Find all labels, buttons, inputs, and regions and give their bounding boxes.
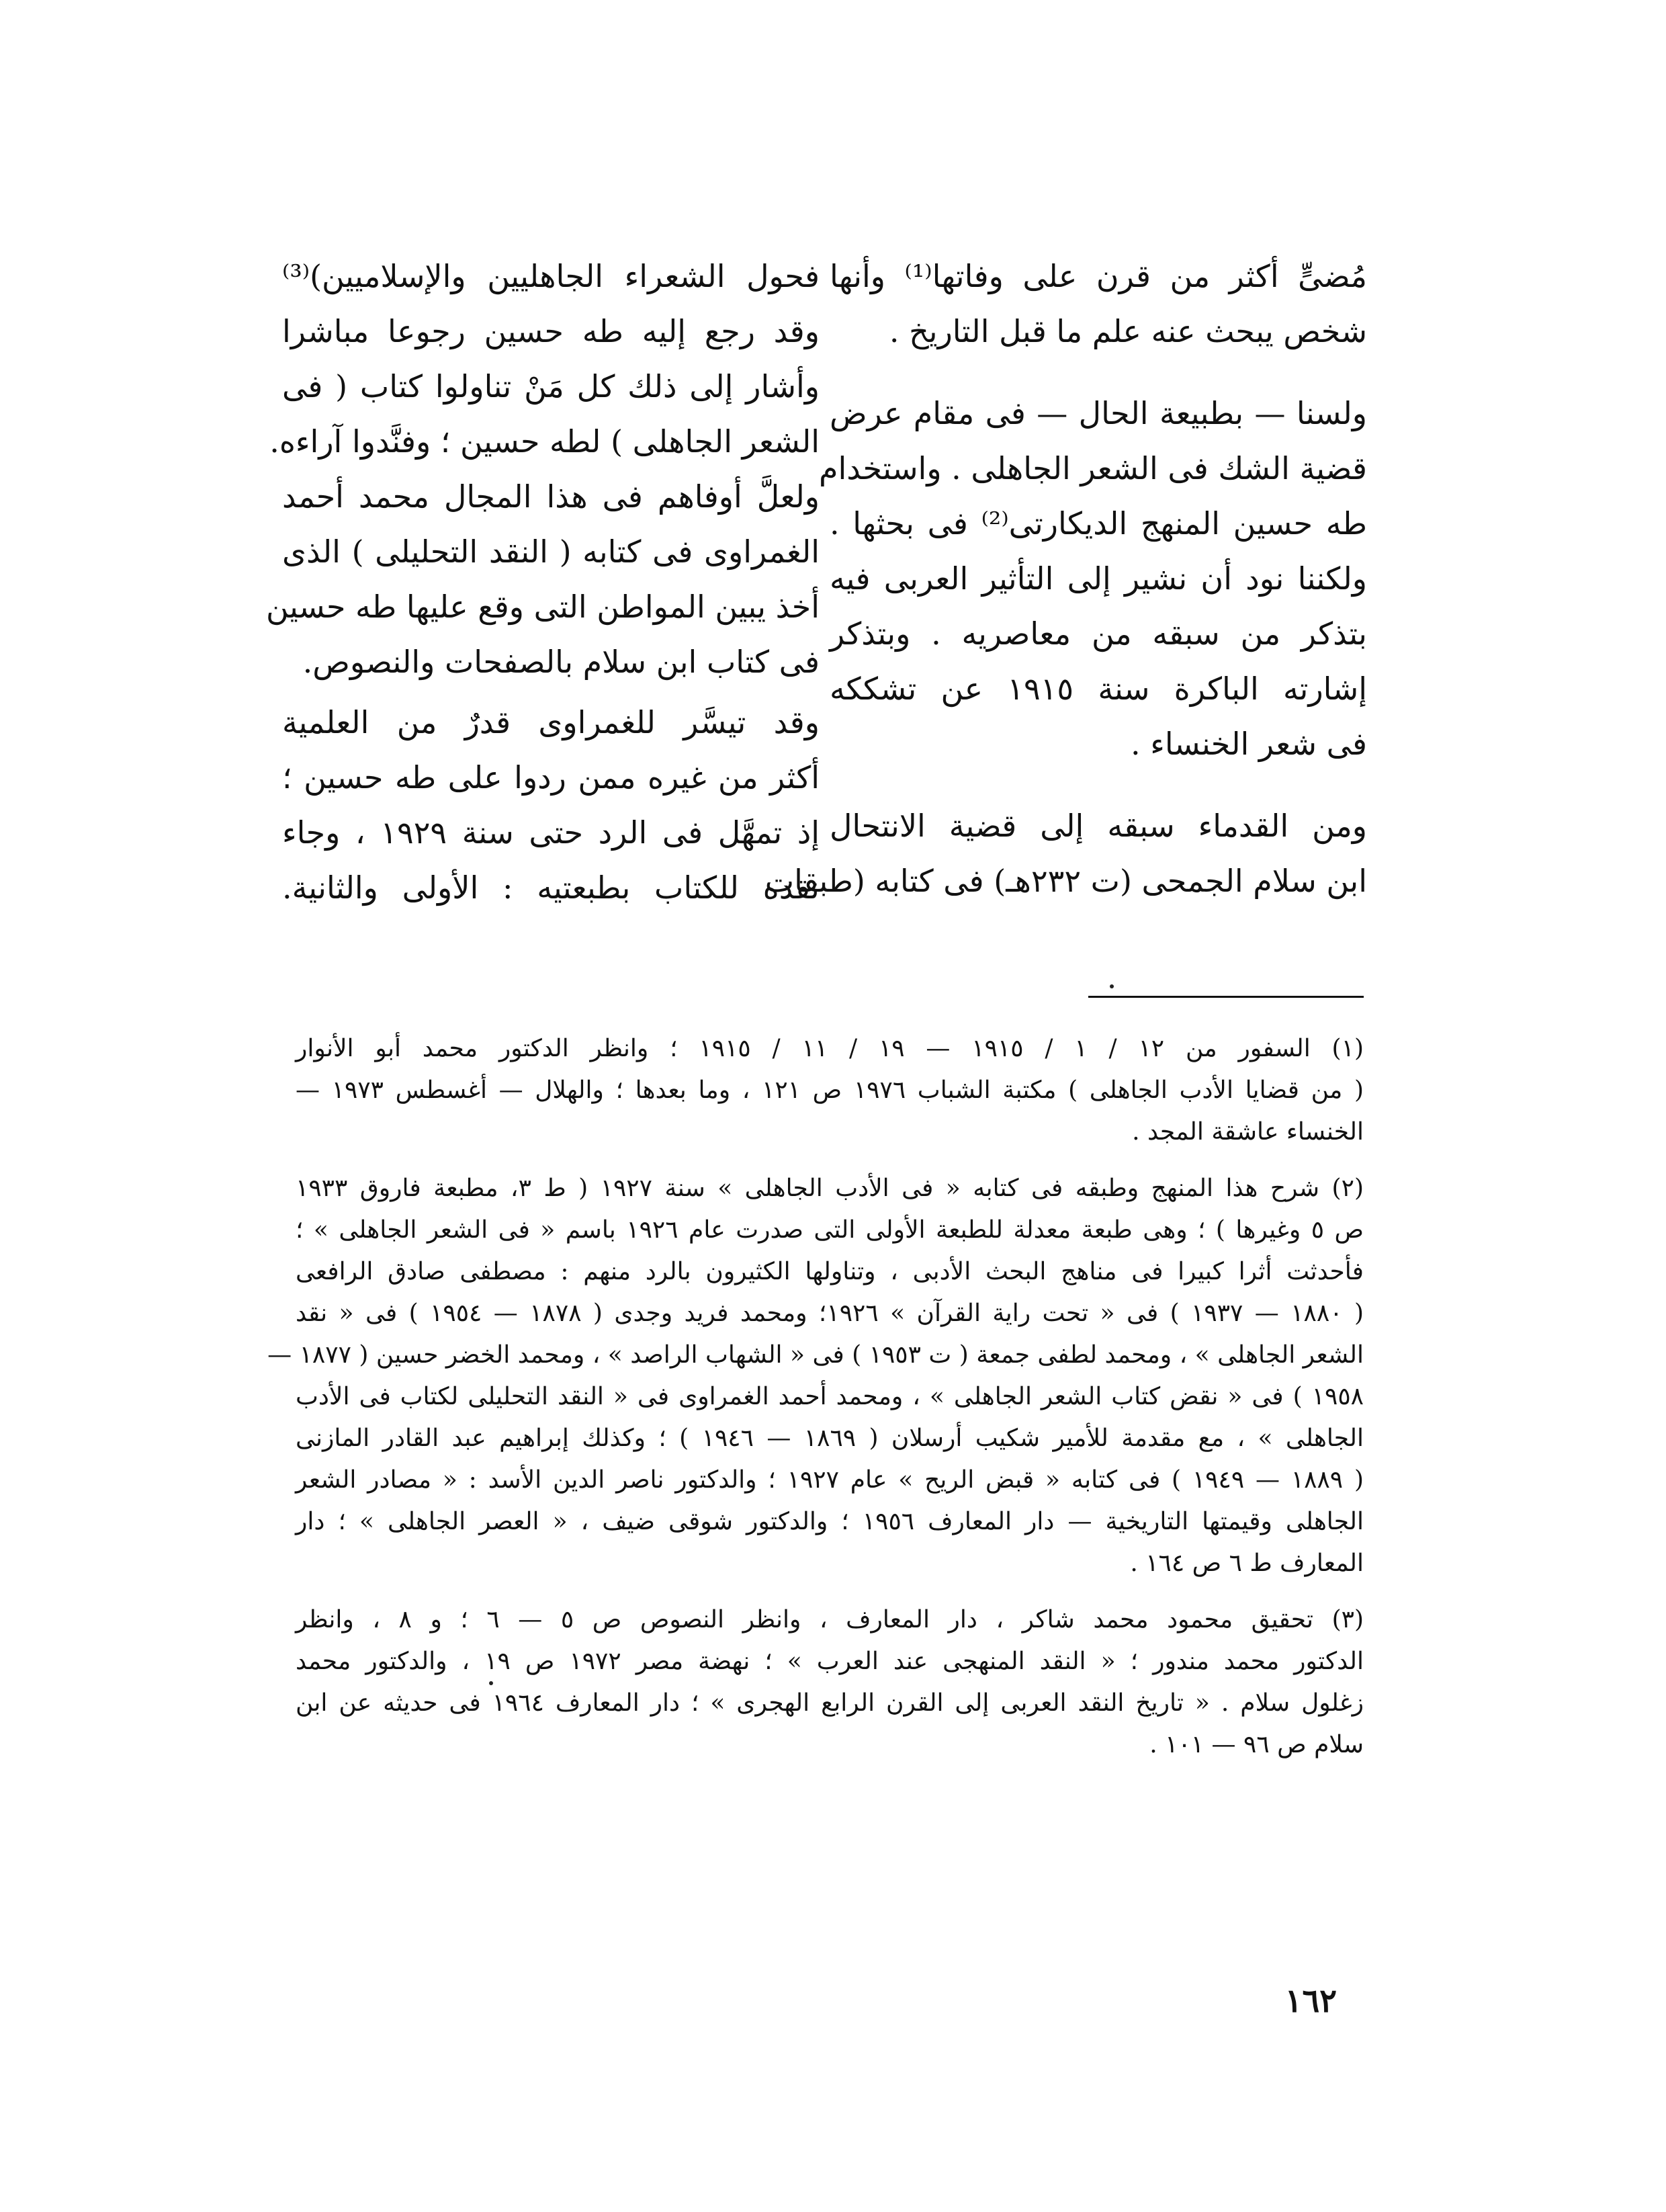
footnote-line: المعارف ط ٦ ص ١٦٤ . [1130, 1549, 1364, 1577]
text-line: ولكننا نود أن نشير إلى التأثير العربى فيه [830, 560, 1367, 597]
footnote-line: الدكتور محمد مندور ؛ « النقد المنهجى عند العرب » ؛ نهضة مصر ١٩٧٢ ص ١٩ ، والدكتور محمد [296, 1648, 1364, 1675]
footnote-line: الجاهلى » ، مع مقدمة للأمير شكيب أرسلان ( ١٨٦٩ — ١٩٤٦ ) ؛ وكذلك إبراهيم عبد القادر المازنى [296, 1424, 1364, 1452]
text-line: أخذ يبين المواطن التى وقع عليها طه حسين [266, 589, 820, 625]
text-line: الشعر الجاهلى ) لطه حسين ؛ وفنَّدوا آراءه. [269, 423, 820, 460]
text-line: نقده للكتاب بطبعتيه : الأولى والثانية. [282, 869, 820, 906]
footnote-line: سلام ص ٩٦ — ١٠١ . [1149, 1731, 1364, 1758]
left-text-column [266, 249, 820, 915]
text-line: ولعلَّ أوفاهم فى هذا المجال محمد أحمد [282, 478, 820, 515]
text-line: فحول الشعراء الجاهليين والإسلاميين)⁽³⁾ [282, 258, 820, 294]
text-line: ومن القدماء سبقه إلى قضية الانتحال [830, 808, 1367, 844]
footnote-line: ( من قضايا الأدب الجاهلى ) مكتبة الشباب ١٩٧٦ ص ١٢١ ، وما بعدها ؛ والهلال — أغسطس ١٩٧٣ — [296, 1076, 1364, 1104]
text-line: وقد رجع إليه طه حسين رجوعا مباشرا [282, 313, 820, 349]
text-line: أكثر من غيره ممن ردوا على طه حسين ؛ [282, 759, 820, 796]
text-line: إشارته الباكرة سنة ١٩١٥ عن تشككه [830, 671, 1368, 707]
text-line: إذ تمهَّل فى الرد حتى سنة ١٩٢٩ ، وجاء [282, 814, 820, 851]
footnote-line: (٢) شرح هذا المنهج وطبقه فى كتابه « فى الأدب الجاهلى » سنة ١٩٢٧ ( ط ٣، مطبعة فاروق ١٩٣٣ [296, 1175, 1364, 1202]
footnote-1 [296, 1028, 1364, 1153]
scan-speck [1110, 984, 1114, 988]
footnote-line: (٣) تحقيق محمود محمد شاكر ، دار المعارف ، وانظر النصوص ص ٥ — ٦ ؛ و ٨ ، وانظر [296, 1606, 1364, 1633]
footnote-line: زغلول سلام . « تاريخ النقد العربى إلى القرن الرابع الهجرى » ؛ دار المعارف ١٩٦٤ فى حديثه عن ابن [296, 1689, 1364, 1717]
text-line: قضية الشك فى الشعر الجاهلى . واستخدام [819, 450, 1367, 486]
footnote-line: ١٩٥٨ ) فى « نقض كتاب الشعر الجاهلى » ، ومحمد أحمد الغمراوى فى « النقد التحليلى لكتاب فى الأدب [296, 1383, 1364, 1410]
text-line: فى كتاب ابن سلام بالصفحات والنصوص. [302, 644, 820, 680]
footnote-line: ( ١٨٨٩ — ١٩٤٩ ) فى كتابه « قبض الريح » عام ١٩٢٧ ؛ والدكتور ناصر الدين الأسد : « مصادر الشعر [296, 1466, 1364, 1494]
right-paragraph-2 [819, 386, 1368, 771]
text-line: الغمراوى فى كتابه ( النقد التحليلى ) الذى [282, 534, 820, 570]
footnote-line: فأحدثت أثرا كبيرا فى مناهج البحث الأدبى ، وتناولها الكثيرون بالرد منهم : مصطفى صادق الرافعى [296, 1258, 1364, 1285]
footnote-line: ( ١٨٨٠ — ١٩٣٧ ) فى « تحت راية القرآن » ١٩٢٦؛ ومحمد فريد وجدى ( ١٨٧٨ — ١٩٥٤ ) فى « نقد [296, 1300, 1364, 1327]
text-line: ولسنا — بطبيعة الحال — فى مقام عرض [830, 395, 1367, 431]
text-line: بتذكر من سبقه من معاصريه . وبتذكر [830, 615, 1367, 652]
text-line: مُضىٍّ أكثر من قرن على وفاتها⁽¹⁾ وأنها [830, 258, 1367, 294]
footnote-2 [267, 1168, 1364, 1584]
page-number: ١٦٢ [1284, 1982, 1337, 2020]
right-paragraph-3 [764, 798, 1367, 908]
text-line: شخص يبحث عنه علم ما قبل التاريخ . [889, 313, 1367, 349]
footnote-line: الشعر الجاهلى » ، ومحمد لطفى جمعة ( ت ١٩٥٣ ) فى « الشهاب الراصد » ، ومحمد الخضر حسين ( ١٨٧٧ — [267, 1341, 1364, 1369]
text-line: طه حسين المنهج الديكارتى⁽²⁾ فى بحثها . [830, 505, 1368, 542]
footnote-line: (١) السفور من ١٢ / ١ / ١٩١٥ — ١٩ / ١١ / ١٩١٥ ؛ وانظر الدكتور محمد أبو الأنوار [296, 1035, 1364, 1062]
left-paragraph-1 [266, 249, 820, 689]
footnote-line: الجاهلى وقيمتها التاريخية — دار المعارف ١٩٥٦ ؛ والدكتور شوقى ضيف ، « العصر الجاهلى » ؛ دار [296, 1508, 1364, 1535]
text-line: فى شعر الخنساء . [1131, 726, 1367, 762]
left-paragraph-2 [282, 695, 820, 915]
footnote-line: الخنساء عاشقة المجد . [1132, 1118, 1364, 1146]
text-line: وأشار إلى ذلك كل مَنْ تناولوا كتاب ( فى [282, 368, 820, 405]
footnote-line: ص ٥ وغيرها ) ؛ وهى طبعة معدلة للطبعة الأولى التى صدرت عام ١٩٢٦ باسم « فى الشعر الجاهلى » ؛ [296, 1216, 1364, 1244]
text-line: وقد تيسَّر للغمراوى قدرٌ من العلمية [282, 704, 820, 740]
footnote-separator [1088, 996, 1364, 998]
text-line: ابن سلام الجمحى (ت ٢٣٢هـ) فى كتابه (طبقات [764, 863, 1367, 899]
right-text-column [764, 249, 1368, 908]
footnotes [267, 1028, 1364, 1781]
scan-speck [489, 1681, 493, 1685]
footnote-3 [296, 1599, 1364, 1766]
right-paragraph-1 [830, 249, 1367, 359]
